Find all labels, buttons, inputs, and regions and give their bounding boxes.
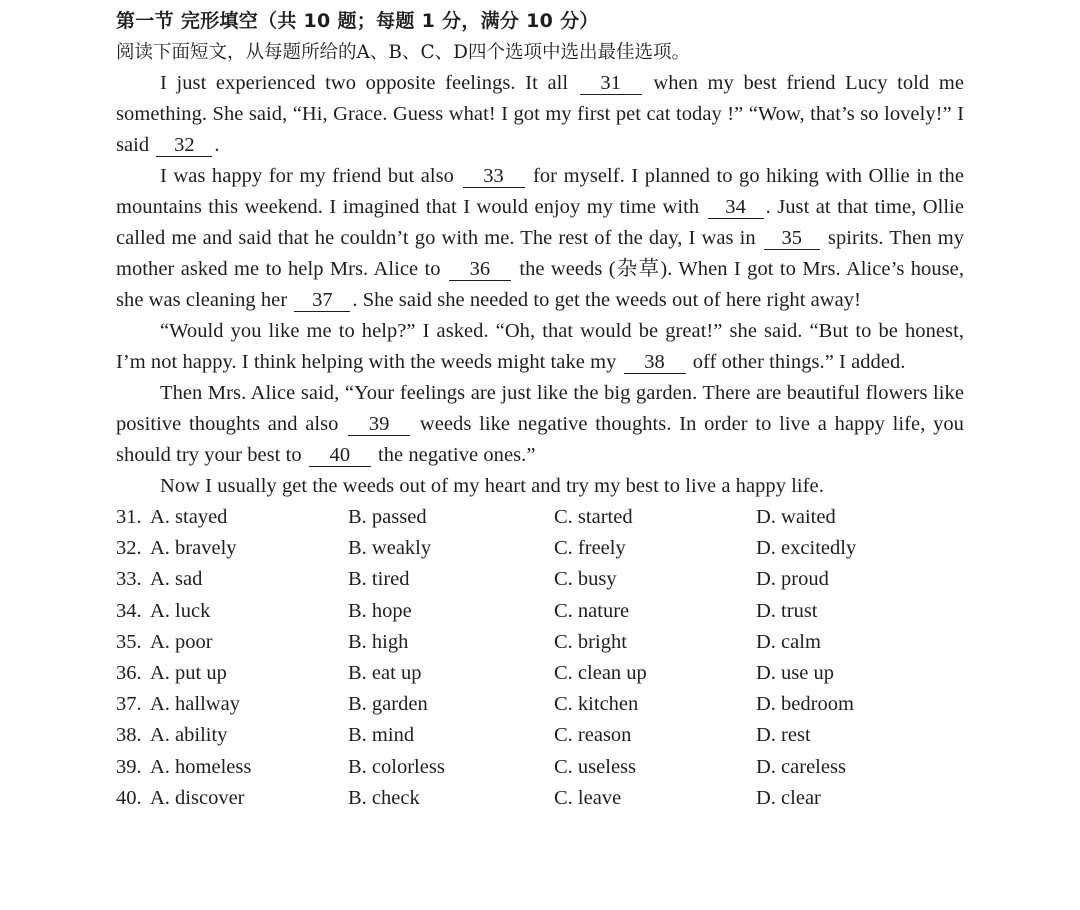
option-c: C. leave: [554, 786, 622, 809]
paragraph-3: [116, 316, 964, 378]
option-b: B. colorless: [348, 755, 445, 778]
option-d: D. trust: [756, 599, 818, 622]
option-d: D. rest: [756, 724, 811, 747]
option-b: B. weakly: [348, 537, 432, 560]
option-d: D. excitedly: [756, 537, 857, 560]
option-a: A. luck: [150, 599, 211, 622]
option-row-37: [116, 689, 964, 720]
blank-38: 38: [624, 352, 686, 374]
option-row-40: [116, 783, 964, 814]
paragraph-4: [116, 378, 964, 471]
option-a: A. homeless: [150, 755, 252, 778]
text-segment: off other things.” I added.: [687, 351, 906, 373]
option-c: C. useless: [554, 755, 636, 778]
blank-37: 37: [294, 290, 350, 312]
blank-31: 31: [580, 73, 642, 95]
option-row-32: [116, 533, 964, 564]
option-c: C. clean up: [554, 661, 647, 684]
text-segment: when my best friend Lucy told me something. She said, “Hi, Grace. Guess what! I got my first pet cat today !” “Wow, that’s so lovely!” I said: [116, 72, 964, 156]
section-instruction: 阅读下面短文，从每题所给的A、B、C、D四个选项中选出最佳选项。: [116, 42, 690, 63]
option-d: D. bedroom: [756, 693, 854, 716]
option-row-38: [116, 720, 964, 751]
option-b: B. tired: [348, 568, 410, 591]
option-row-39: [116, 752, 964, 783]
option-b: B. mind: [348, 724, 415, 747]
text-segment: for myself. I planned to go hiking with Ollie in the mountains this weekend. I imagined that I would enjoy my time with: [116, 165, 964, 218]
blank-34: 34: [708, 197, 764, 219]
blank-35: 35: [764, 228, 820, 250]
cloze-passage: [116, 68, 964, 502]
question-number: 39.: [116, 755, 142, 778]
option-c: C. reason: [554, 724, 632, 747]
text-segment: Then Mrs. Alice said, “Your feelings are just like the big garden. There are beautiful flowers like positive thoughts and also: [116, 382, 964, 435]
option-c: C. freely: [554, 537, 626, 560]
option-b: B. check: [348, 786, 420, 809]
question-number: 33.: [116, 568, 142, 591]
text-segment: I just experienced two opposite feelings. It all: [160, 72, 578, 94]
section-heading: 第一节 完形填空（共 10 题；每题 1 分，满分 10 分）: [116, 10, 599, 32]
question-number: 38.: [116, 724, 142, 747]
question-number: 32.: [116, 537, 142, 560]
option-c: C. nature: [554, 599, 630, 622]
option-d: D. proud: [756, 568, 829, 591]
question-number: 34.: [116, 599, 142, 622]
option-c: C. started: [554, 506, 633, 528]
option-c: C. busy: [554, 568, 617, 591]
text-segment: spirits. Then my mother asked me to help Mrs. Alice to: [116, 227, 964, 280]
option-d: D. clear: [756, 786, 821, 809]
text-segment: “Would you like me to help?” I asked. “Oh, that would be great!” she said. “But to be honest, I’m not happy. I think helping with the weeds might take my: [116, 320, 964, 373]
option-d: D. waited: [756, 506, 836, 528]
question-number: 40.: [116, 786, 142, 809]
option-b: B. garden: [348, 693, 428, 716]
option-row-31: [116, 502, 964, 533]
question-number: 37.: [116, 693, 142, 716]
option-row-34: [116, 596, 964, 627]
text-segment: . She said she needed to get the weeds out of here right away!: [352, 289, 861, 311]
blank-32: 32: [156, 135, 212, 157]
option-b: B. eat up: [348, 661, 422, 684]
text-segment: the weeds (杂草). When I got to Mrs. Alice’s house, she was cleaning her: [116, 258, 964, 311]
option-a: A. hallway: [150, 693, 240, 716]
option-a: A. put up: [150, 661, 227, 684]
blank-40: 40: [309, 445, 371, 467]
option-a: A. discover: [150, 786, 245, 809]
option-a: A. sad: [150, 568, 203, 591]
option-row-36: [116, 658, 964, 689]
paragraph-1: [116, 68, 964, 161]
text-segment: Now I usually get the weeds out of my heart and try my best to live a happy life.: [160, 475, 824, 497]
answer-options: [116, 502, 964, 814]
text-segment: weeds like negative thoughts. In order to live a happy life, you should try your best to: [116, 413, 964, 466]
option-a: A. poor: [150, 630, 213, 653]
blank-36: 36: [449, 259, 511, 281]
blank-33: 33: [463, 166, 525, 188]
paragraph-5: [116, 471, 964, 502]
option-b: B. passed: [348, 506, 427, 528]
option-b: B. hope: [348, 599, 412, 622]
option-d: D. calm: [756, 630, 821, 653]
option-row-33: [116, 564, 964, 595]
text-segment: .: [214, 134, 220, 156]
option-a: A. stayed: [150, 506, 228, 528]
option-d: D. careless: [756, 755, 846, 778]
question-number: 31.: [116, 506, 142, 528]
question-number: 35.: [116, 630, 142, 653]
question-number: 36.: [116, 661, 142, 684]
option-c: C. bright: [554, 630, 627, 653]
option-row-35: [116, 627, 964, 658]
option-a: A. bravely: [150, 537, 237, 560]
option-d: D. use up: [756, 661, 835, 684]
paragraph-2: [116, 161, 964, 316]
option-c: C. kitchen: [554, 693, 639, 716]
option-b: B. high: [348, 630, 409, 653]
text-segment: . Just at that time, Ollie called me and said that he couldn’t go with me. The rest of the day, I was in: [116, 196, 964, 249]
blank-39: 39: [348, 414, 410, 436]
text-segment: the negative ones.”: [372, 444, 536, 466]
text-segment: I was happy for my friend but also: [160, 165, 461, 187]
option-a: A. ability: [150, 724, 228, 747]
